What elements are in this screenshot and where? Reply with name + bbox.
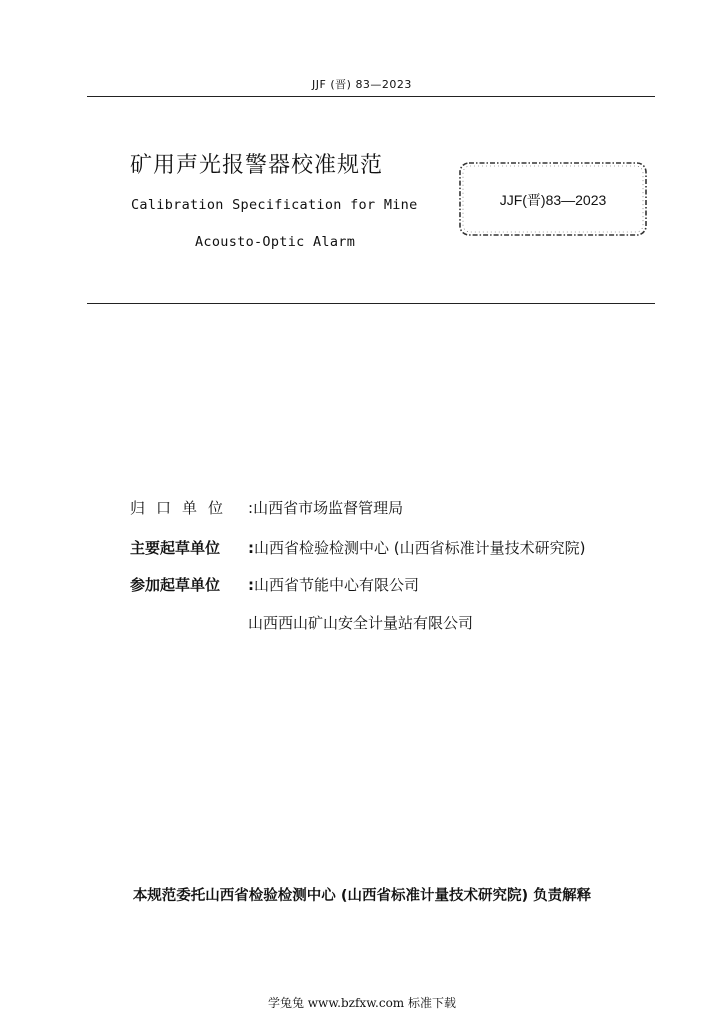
participating-value-1: 山西省节能中心有限公司: [254, 576, 420, 594]
title-english-line-2: Acousto-Optic Alarm: [195, 234, 356, 250]
authority-value: 山西省市场监督管理局: [253, 499, 404, 517]
standard-code-box: [457, 160, 649, 238]
header-divider: [87, 96, 655, 97]
title-chinese: 矿用声光报警器校准规范: [130, 153, 384, 178]
standard-code-box-text: JJF(晋)83—2023: [499, 192, 607, 208]
main-drafter-colon: :: [248, 539, 254, 557]
participating-colon: :: [248, 576, 254, 594]
title-divider: [87, 303, 655, 304]
main-drafter-value: 山西省检验检测中心 (山西省标准计量技术研究院): [254, 539, 586, 557]
main-drafter-label: 主要起草单位: [130, 539, 221, 557]
info-row-authority: [130, 497, 403, 518]
participating-value-2: 山西西山矿山安全计量站有限公司: [248, 614, 474, 632]
header-standard-code: JJF (晋) 83—2023: [312, 78, 412, 91]
info-row-participating-2: [248, 612, 473, 633]
source-watermark: 学兔兔 www.bzfxw.com 标准下载: [267, 996, 457, 1010]
info-row-main-drafter: [130, 537, 585, 558]
authority-colon: :: [248, 499, 254, 517]
authority-label: 归口单位: [130, 499, 235, 517]
participating-label: 参加起草单位: [130, 576, 221, 594]
title-english-line-1: Calibration Specification for Mine: [131, 197, 418, 213]
interpretation-note: 本规范委托山西省检验检测中心 (山西省标准计量技术研究院) 负责解释: [132, 888, 592, 904]
info-row-participating: [130, 574, 419, 595]
